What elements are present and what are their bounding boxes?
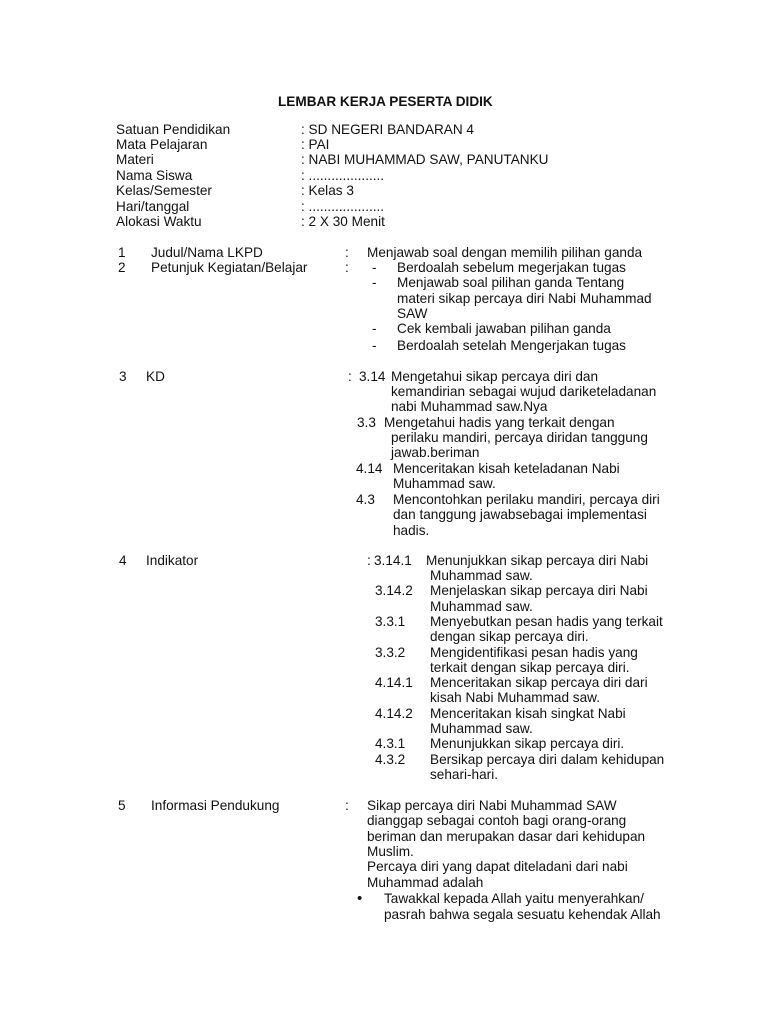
kd-code: 3.3 xyxy=(357,415,376,430)
list-item: Berdoalah sebelum megerjakan tugas xyxy=(397,260,626,275)
paragraph-line: Muslim. xyxy=(367,844,414,859)
indicator-text: Menunjukkan sikap percaya diri. xyxy=(430,736,625,751)
dash-marker: - xyxy=(372,338,377,353)
kd-text: dan tanggung jawabsebagai implementasi xyxy=(393,507,647,522)
kd-text: Mengetahui sikap percaya diri dan xyxy=(391,369,599,384)
kd-text: Mengetahui hadis yang terkait dengan xyxy=(384,415,615,430)
section-label: Petunjuk Kegiatan/Belajar xyxy=(151,260,308,275)
kd-text: Mencontohkan perilaku mandiri, percaya diri xyxy=(393,492,660,507)
paragraph-line: dianggap sebagai contoh bagi orang-orang xyxy=(367,813,627,828)
indicator-text: Menyebutkan pesan hadis yang terkait xyxy=(430,614,663,629)
indicator-code: 3.3.2 xyxy=(375,645,406,660)
indicator-code: 4.14.1 xyxy=(375,675,413,690)
kd-text: hadis. xyxy=(393,523,430,538)
indicator-text: terkait dengan sikap percaya diri. xyxy=(430,660,630,675)
indicator-text: Menunjukkan sikap percaya diri Nabi xyxy=(426,553,649,568)
kd-text: Menceritakan kisah keteladanan Nabi xyxy=(393,461,620,476)
value-mata-pelajaran: : PAI xyxy=(301,137,330,152)
indicator-code: 3.3.1 xyxy=(375,614,406,629)
section-number: 2 xyxy=(118,260,126,275)
bullet-text: Tawakkal kepada Allah yaitu menyerahkan/ xyxy=(384,891,644,906)
indicator-text: Muhammad saw. xyxy=(430,599,533,614)
dash-marker: - xyxy=(372,260,377,275)
bullet-icon: • xyxy=(357,890,363,907)
indicator-text: Muhammad saw. xyxy=(430,568,533,583)
label-kelas-semester: Kelas/Semester xyxy=(116,183,212,198)
label-alokasi-waktu: Alokasi Waktu xyxy=(116,214,202,229)
section-label: Indikator xyxy=(146,553,199,568)
section-label: Informasi Pendukung xyxy=(151,798,280,813)
label-nama-siswa: Nama Siswa xyxy=(116,168,193,183)
value-satuan-pendidikan: : SD NEGERI BANDARAN 4 xyxy=(301,122,474,137)
section-number: 4 xyxy=(119,553,127,568)
label-mata-pelajaran: Mata Pelajaran xyxy=(116,137,208,152)
kd-text: Muhammad saw. xyxy=(393,476,496,491)
bullet-text: pasrah bahwa segala sesuatu kehendak Allah xyxy=(384,907,661,922)
section-number: 5 xyxy=(118,798,126,813)
section-number: 3 xyxy=(119,369,127,384)
paragraph-line: Percaya diri yang dapat diteladani dari nabi xyxy=(367,859,628,874)
indicator-text: Menjelaskan sikap percaya diri Nabi xyxy=(430,583,648,598)
dash-marker: - xyxy=(372,321,377,336)
section-label: KD xyxy=(146,369,165,384)
section-colon: : xyxy=(348,369,352,384)
page-title: LEMBAR KERJA PESERTA DIDIK xyxy=(278,94,493,109)
dash-marker: - xyxy=(372,275,377,290)
indicator-code: 4.3.2 xyxy=(375,752,406,767)
kd-code: 4.14 xyxy=(356,461,383,476)
indicator-text: Menceritakan sikap percaya diri dari xyxy=(430,675,648,690)
kd-text: kemandirian sebagai wujud dariketeladanan xyxy=(391,384,657,399)
value-nama-siswa: : .................... xyxy=(301,168,385,183)
section-colon: : xyxy=(367,553,371,568)
value-alokasi-waktu: : 2 X 30 Menit xyxy=(301,214,385,229)
indicator-text: kisah Nabi Muhammad saw. xyxy=(430,690,600,705)
value-kelas-semester: : Kelas 3 xyxy=(301,183,354,198)
list-item: Menjawab soal pilihan ganda Tentang xyxy=(397,275,625,290)
indicator-text: Bersikap percaya diri dalam kehidupan xyxy=(430,752,665,767)
paragraph-line: beriman dan merupakan dasar dari kehidupan xyxy=(367,829,646,844)
list-item: Cek kembali jawaban pilihan ganda xyxy=(397,321,611,336)
indicator-text: Muhammad saw. xyxy=(430,721,533,736)
indicator-text: Menceritakan kisah singkat Nabi xyxy=(430,706,626,721)
indicator-code: 4.3.1 xyxy=(375,736,406,751)
list-item-continued: SAW xyxy=(397,306,428,321)
value-materi: : NABI MUHAMMAD SAW, PANUTANKU xyxy=(301,152,549,167)
indicator-code: 3.14.2 xyxy=(375,583,413,598)
indicator-code: 3.14.1 xyxy=(374,553,412,568)
value-hari-tanggal: : .................... xyxy=(301,199,385,214)
section-colon: : xyxy=(345,260,349,275)
section-text: Menjawab soal dengan memilih pilihan ganda xyxy=(367,245,643,260)
section-colon: : xyxy=(345,798,349,813)
section-colon: : xyxy=(345,245,349,260)
paragraph-line: Muhammad adalah xyxy=(367,875,484,890)
kd-code: 4.3 xyxy=(356,492,375,507)
indicator-code: 4.14.2 xyxy=(375,706,413,721)
kd-text: perilaku mandiri, percaya diridan tanggung xyxy=(391,430,648,445)
section-label: Judul/Nama LKPD xyxy=(151,245,263,260)
list-item-continued: materi sikap percaya diri Nabi Muhammad xyxy=(397,291,652,306)
label-satuan-pendidikan: Satuan Pendidikan xyxy=(116,122,231,137)
kd-code: 3.14 xyxy=(359,369,386,384)
kd-text: jawab.beriman xyxy=(391,445,480,460)
indicator-text: dengan sikap percaya diri. xyxy=(430,629,589,644)
section-number: 1 xyxy=(118,245,126,260)
list-item: Berdoalah setelah Mengerjakan tugas xyxy=(397,338,626,353)
label-hari-tanggal: Hari/tanggal xyxy=(116,199,190,214)
indicator-text: sehari-hari. xyxy=(430,767,498,782)
indicator-text: Mengidentifikasi pesan hadis yang xyxy=(430,645,638,660)
paragraph-line: Sikap percaya diri Nabi Muhammad SAW xyxy=(367,798,617,813)
label-materi: Materi xyxy=(116,152,154,167)
kd-text: nabi Muhammad saw.Nya xyxy=(391,399,548,414)
